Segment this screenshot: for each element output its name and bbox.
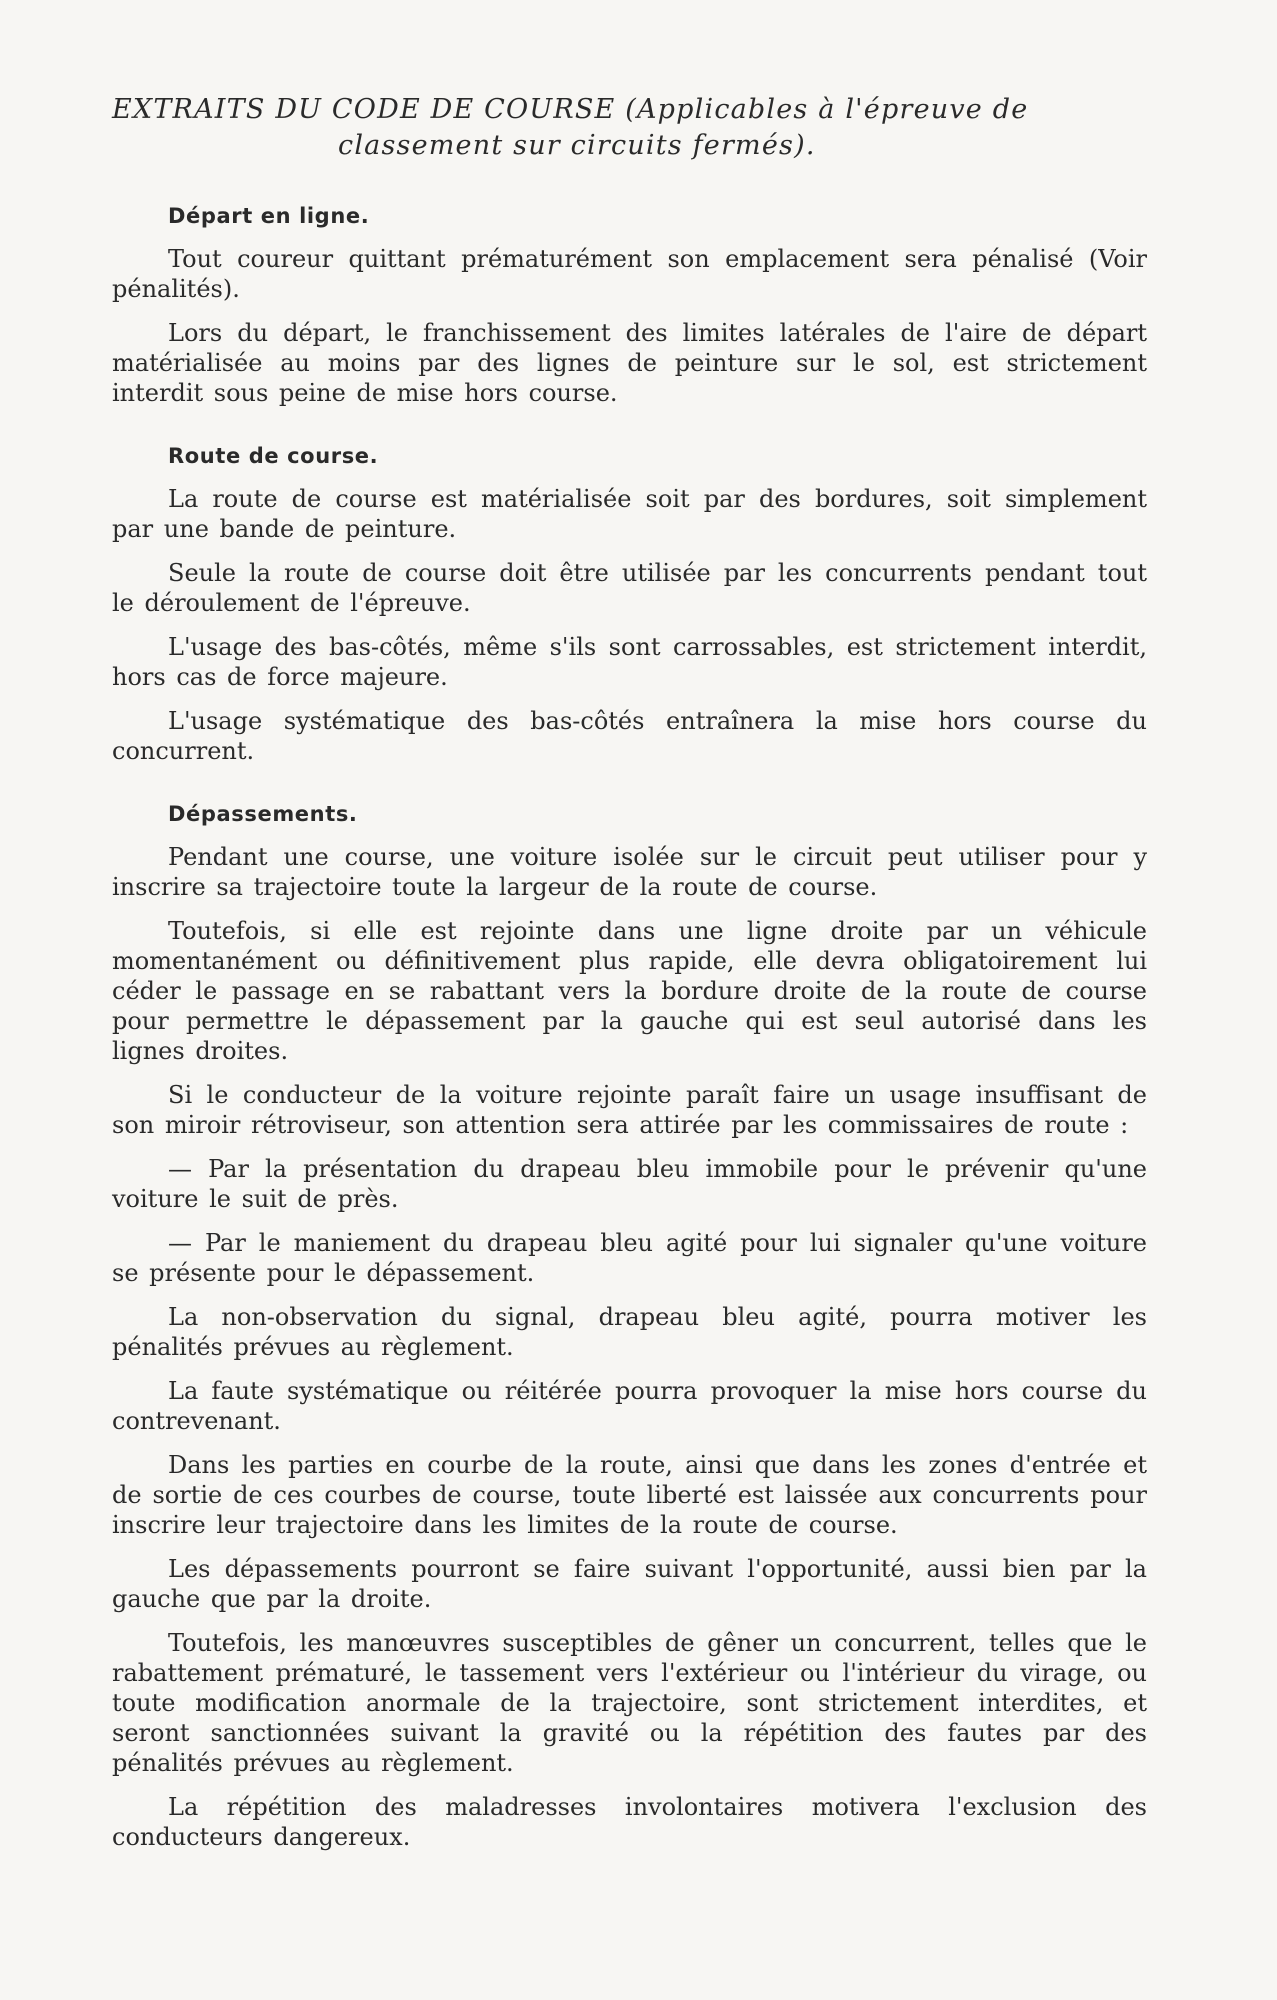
section-depart-en-ligne [112,202,1147,408]
section-heading: Route de course. [168,444,379,468]
paragraph: La route de course est matérialisée soit par des bordures, soit simplement par une bande de peinture. [112,485,1147,543]
paragraph: La répétition des maladresses involontaires motivera l'exclusion des conducteurs dangereux. [112,1793,1147,1851]
paragraph: Seule la route de course doit être utilisée par les concurrents pendant tout le déroulement de l'épreuve. [112,559,1147,617]
paragraph: La faute systématique ou réitérée pourra provoquer la mise hors course du contrevenant. [112,1377,1147,1435]
paragraph: — Par le maniement du drapeau bleu agité pour lui signaler qu'une voiture se présente pour le dépassement. [112,1229,1147,1287]
paragraph: — Par la présentation du drapeau bleu immobile pour le prévenir qu'une voiture le suit de près. [112,1155,1147,1213]
paragraph: Lors du départ, le franchissement des limites latérales de l'aire de départ matérialisée au moins par des lignes de peinture sur le sol, est strictement interdit sous peine de mise hors course. [112,319,1147,407]
paragraph: Les dépassements pourront se faire suivant l'opportunité, aussi bien par la gauche que par la droite. [112,1555,1147,1613]
section-depassements [112,800,1147,1852]
paragraph: La non-observation du signal, drapeau bleu agité, pourra motiver les pénalités prévues au règlement. [112,1303,1147,1361]
paragraph: Tout coureur quittant prématurément son emplacement sera pénalisé (Voir pénalités). [112,245,1147,303]
paragraph: Dans les parties en courbe de la route, ainsi que dans les zones d'entrée et de sortie de ces courbes de course, toute liberté est laissée aux concurrents pour inscrire leur trajectoire dans les limites de la route de course. [112,1451,1147,1539]
paragraph: L'usage systématique des bas-côtés entraînera la mise hors course du concurrent. [112,707,1147,765]
paragraph: Toutefois, les manœuvres susceptibles de gêner un concurrent, telles que le rabattement prématuré, le tassement vers l'extérieur ou l'intérieur du virage, ou toute modification anormale de la trajectoire, sont strictement interdites, et seront sanctionnées suivant la gravité ou la répétition des fautes par des pénalités prévues au règlement. [112,1629,1147,1777]
document-title: EXTRAITS DU CODE DE COURSE (Applicables à l'épreuve de classement sur circuits fermés). [112,94,1029,161]
section-heading: Dépassements. [168,802,358,826]
paragraph: Si le conducteur de la voiture rejointe paraît faire un usage insuffisant de son miroir rétroviseur, son attention sera attirée par les commissaires de route : [112,1081,1147,1139]
paragraph: Pendant une course, une voiture isolée sur le circuit peut utiliser pour y inscrire sa trajectoire toute la largeur de la route de course. [112,843,1147,901]
section-route-de-course [112,442,1147,766]
section-heading: Départ en ligne. [168,204,370,228]
paragraph: L'usage des bas-côtés, même s'ils sont carrossables, est strictement interdit, hors cas de force majeure. [112,633,1147,691]
document-page [112,92,1147,1886]
paragraph: Toutefois, si elle est rejointe dans une ligne droite par un véhicule momentanément ou définitivement plus rapide, elle devra obligatoirement lui céder le passage en se rabattant vers la bordure droite de la route de course pour permettre le dépassement par la gauche qui est seul autorisé dans les lignes droites. [112,917,1147,1065]
